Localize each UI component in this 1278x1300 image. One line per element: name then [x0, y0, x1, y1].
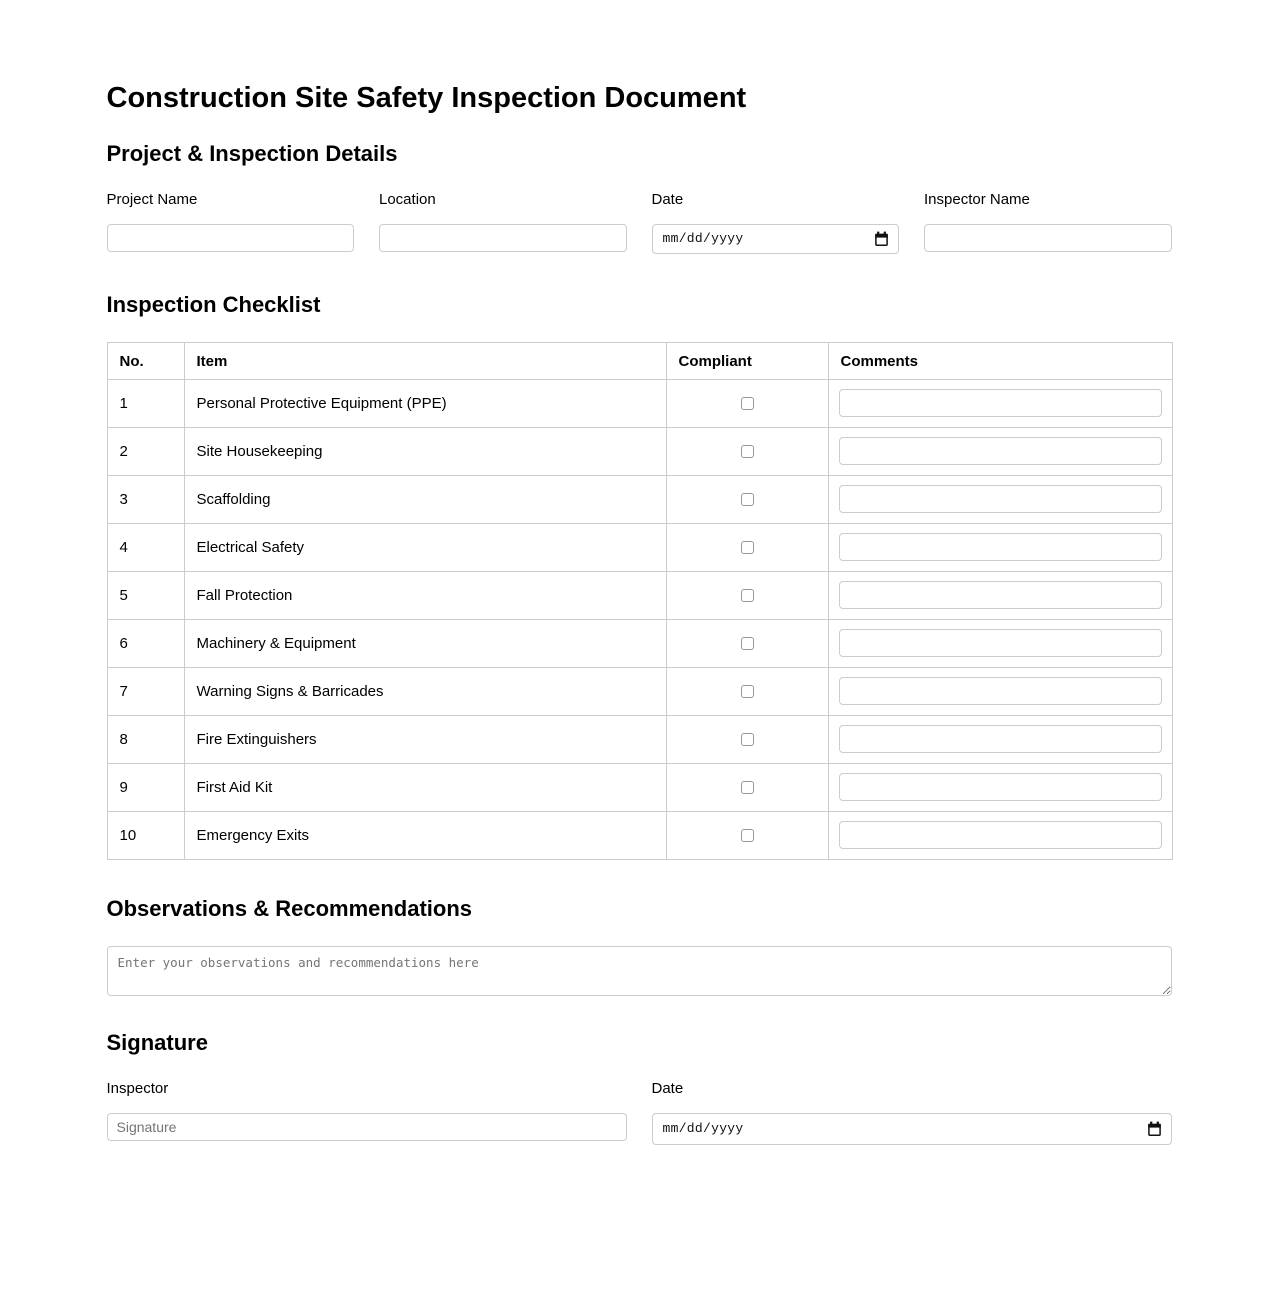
comment-input[interactable]	[839, 533, 1162, 561]
table-row	[107, 571, 1172, 619]
row-compliant-cell	[666, 571, 828, 619]
comment-input[interactable]	[839, 485, 1162, 513]
inspector-name-label: Inspector Name	[924, 190, 1030, 208]
row-comments-cell	[828, 715, 1172, 763]
section-project-details	[107, 141, 1172, 253]
col-header-compliant: Compliant	[666, 342, 828, 379]
row-comments-cell	[828, 475, 1172, 523]
comment-input[interactable]	[839, 677, 1162, 705]
row-item-label: Warning Signs & Barricades	[184, 667, 666, 715]
row-number: 1	[107, 379, 184, 427]
section-signature	[107, 1030, 1172, 1144]
row-comments-cell	[828, 667, 1172, 715]
field-location	[379, 192, 627, 254]
details-fields	[107, 192, 1172, 254]
compliant-checkbox[interactable]	[741, 589, 754, 602]
comment-input[interactable]	[839, 773, 1162, 801]
row-number: 4	[107, 523, 184, 571]
field-date	[652, 192, 900, 254]
calendar-icon[interactable]	[874, 231, 889, 247]
compliant-checkbox[interactable]	[741, 829, 754, 842]
row-item-label: Site Housekeeping	[184, 427, 666, 475]
signature-date-label: Date	[651, 1079, 684, 1097]
comment-input[interactable]	[839, 581, 1162, 609]
project-name-input[interactable]	[107, 224, 355, 252]
inspector-name-input[interactable]	[924, 224, 1172, 252]
row-item-label: First Aid Kit	[184, 763, 666, 811]
row-comments-cell	[828, 763, 1172, 811]
date-input[interactable]	[652, 224, 900, 254]
table-row	[107, 715, 1172, 763]
row-number: 7	[107, 667, 184, 715]
details-heading: Project & Inspection Details	[106, 141, 398, 167]
signature-fields	[107, 1081, 1172, 1145]
row-compliant-cell	[666, 715, 828, 763]
field-signature-inspector	[107, 1081, 627, 1145]
compliant-checkbox[interactable]	[741, 541, 754, 554]
table-row	[107, 379, 1172, 427]
table-header-row	[107, 342, 1172, 379]
row-number: 8	[107, 715, 184, 763]
row-item-label: Fire Extinguishers	[184, 715, 666, 763]
signature-input[interactable]	[107, 1113, 627, 1141]
row-item-label: Scaffolding	[184, 475, 666, 523]
row-comments-cell	[828, 379, 1172, 427]
row-compliant-cell	[666, 667, 828, 715]
row-compliant-cell	[666, 619, 828, 667]
signature-inspector-label: Inspector	[106, 1079, 169, 1097]
table-row	[107, 667, 1172, 715]
checklist-heading: Inspection Checklist	[106, 291, 321, 317]
row-number: 5	[107, 571, 184, 619]
row-item-label: Emergency Exits	[184, 811, 666, 859]
row-number: 2	[107, 427, 184, 475]
row-comments-cell	[828, 571, 1172, 619]
date-label: Date	[651, 190, 684, 208]
field-project-name	[107, 192, 355, 254]
row-comments-cell	[828, 811, 1172, 859]
table-row	[107, 523, 1172, 571]
location-input[interactable]	[379, 224, 627, 252]
row-compliant-cell	[666, 475, 828, 523]
section-observations	[107, 896, 1172, 996]
row-item-label: Machinery & Equipment	[184, 619, 666, 667]
row-comments-cell	[828, 427, 1172, 475]
checklist-body	[107, 379, 1172, 859]
date-value: mm/dd/yyyy	[662, 231, 744, 247]
row-item-label: Fall Protection	[184, 571, 666, 619]
compliant-checkbox[interactable]	[741, 445, 754, 458]
table-row	[107, 763, 1172, 811]
compliant-checkbox[interactable]	[741, 685, 754, 698]
col-header-no: No.	[107, 342, 184, 379]
section-checklist	[107, 292, 1172, 860]
location-label: Location	[379, 190, 436, 208]
row-compliant-cell	[666, 763, 828, 811]
page-title: Construction Site Safety Inspection Document	[106, 82, 747, 114]
row-compliant-cell	[666, 523, 828, 571]
compliant-checkbox[interactable]	[741, 397, 754, 410]
col-header-comments: Comments	[828, 342, 1172, 379]
calendar-icon[interactable]	[1147, 1121, 1162, 1137]
observations-heading: Observations & Recommendations	[106, 895, 473, 921]
checklist-table	[107, 342, 1173, 860]
table-row	[107, 427, 1172, 475]
row-item-label: Personal Protective Equipment (PPE)	[184, 379, 666, 427]
compliant-checkbox[interactable]	[741, 637, 754, 650]
row-number: 9	[107, 763, 184, 811]
row-compliant-cell	[666, 379, 828, 427]
row-compliant-cell	[666, 427, 828, 475]
comment-input[interactable]	[839, 437, 1162, 465]
row-compliant-cell	[666, 811, 828, 859]
row-item-label: Electrical Safety	[184, 523, 666, 571]
comment-input[interactable]	[839, 821, 1162, 849]
project-name-label: Project Name	[106, 190, 198, 208]
comment-input[interactable]	[839, 389, 1162, 417]
row-number: 10	[107, 811, 184, 859]
observations-textarea[interactable]	[107, 946, 1172, 996]
col-header-item: Item	[184, 342, 666, 379]
row-comments-cell	[828, 523, 1172, 571]
compliant-checkbox[interactable]	[741, 493, 754, 506]
signature-date-input[interactable]	[652, 1113, 1172, 1145]
field-inspector-name	[924, 192, 1172, 254]
table-row	[107, 811, 1172, 859]
comment-input[interactable]	[839, 725, 1162, 753]
signature-heading: Signature	[106, 1030, 208, 1056]
signature-date-value: mm/dd/yyyy	[662, 1121, 744, 1137]
compliant-checkbox[interactable]	[741, 781, 754, 794]
row-number: 3	[107, 475, 184, 523]
compliant-checkbox[interactable]	[741, 733, 754, 746]
field-signature-date	[652, 1081, 1172, 1145]
table-row	[107, 619, 1172, 667]
table-row	[107, 475, 1172, 523]
row-comments-cell	[828, 619, 1172, 667]
document-container	[107, 0, 1172, 1145]
comment-input[interactable]	[839, 629, 1162, 657]
row-number: 6	[107, 619, 184, 667]
